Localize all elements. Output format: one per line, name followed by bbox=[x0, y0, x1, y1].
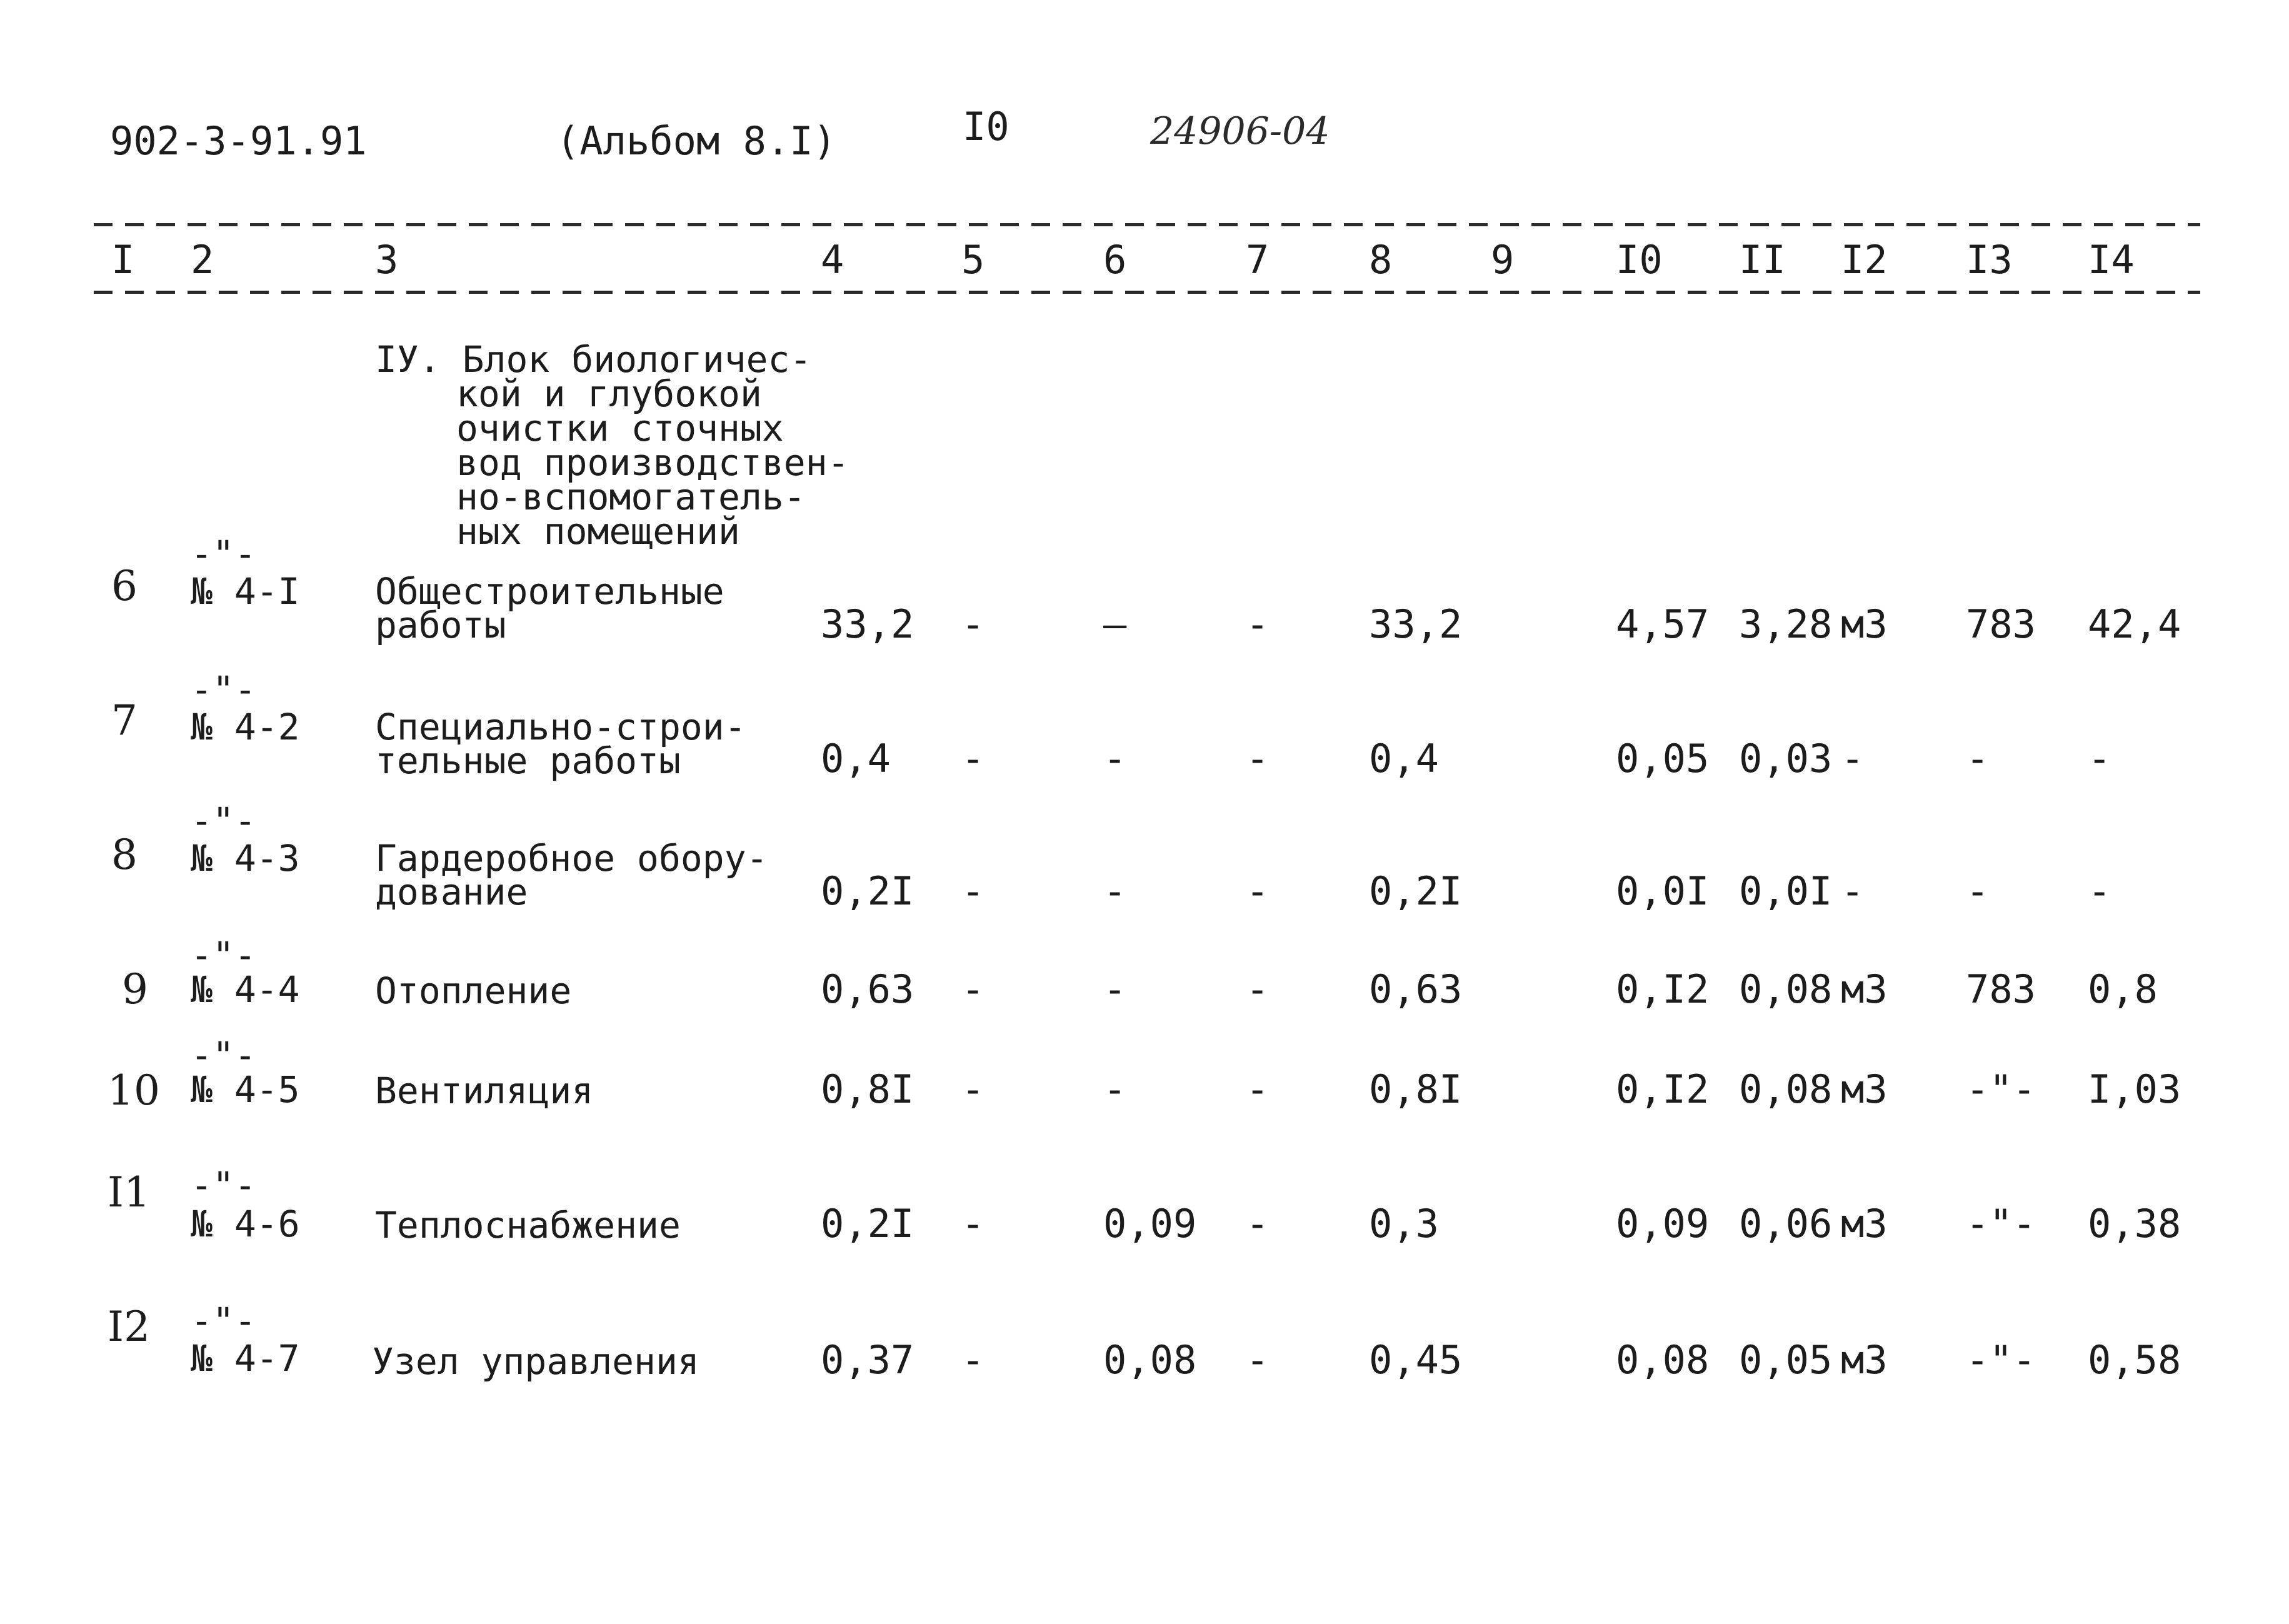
value-col-14: - bbox=[2088, 736, 2111, 781]
value-col-6: - bbox=[1103, 1066, 1127, 1112]
section-title-line-1: IУ. Блок биологичес- bbox=[375, 338, 812, 381]
row-number: 9 bbox=[122, 965, 148, 1013]
item-code: № 4-7 bbox=[191, 1337, 300, 1380]
col-header-14: I4 bbox=[2088, 237, 2135, 283]
value-col-13: -"- bbox=[1966, 1201, 2036, 1246]
col-header-13: I3 bbox=[1966, 237, 2013, 283]
item-name-line-1: Специально-строи- bbox=[375, 706, 746, 748]
value-col-12: - bbox=[1841, 736, 1865, 781]
value-col-13: 783 bbox=[1966, 601, 2036, 647]
value-col-10: 0,I2 bbox=[1616, 1066, 1710, 1112]
value-col-12: м3 bbox=[1841, 1337, 1888, 1383]
item-name-line-2: тельные работы bbox=[375, 739, 681, 782]
col-header-12: I2 bbox=[1841, 237, 1888, 283]
value-col-5: - bbox=[961, 1066, 985, 1112]
item-name-line-1: Теплоснабжение bbox=[375, 1204, 681, 1246]
value-col-12: м3 bbox=[1841, 601, 1888, 647]
value-col-5: - bbox=[961, 601, 985, 647]
value-col-7: - bbox=[1246, 966, 1270, 1012]
value-col-8: 0,63 bbox=[1369, 966, 1463, 1012]
value-col-7: - bbox=[1246, 736, 1270, 781]
header-bottom-rule bbox=[94, 291, 2200, 294]
value-col-5: - bbox=[961, 966, 985, 1012]
value-col-7: - bbox=[1246, 1066, 1270, 1112]
ditto-mark: -"- bbox=[191, 1034, 256, 1076]
value-col-10: 0,08 bbox=[1616, 1337, 1710, 1383]
item-code: № 4-2 bbox=[191, 706, 300, 748]
value-col-7: - bbox=[1246, 1337, 1270, 1383]
col-header-6: 6 bbox=[1103, 237, 1127, 283]
section-title-line-4: вод производствен- bbox=[456, 441, 849, 484]
ditto-mark: -"- bbox=[191, 533, 256, 575]
value-col-11: 0,08 bbox=[1739, 1066, 1833, 1112]
col-header-7: 7 bbox=[1246, 237, 1270, 283]
item-code: № 4-5 bbox=[191, 1068, 300, 1111]
row-number: 6 bbox=[111, 562, 138, 610]
value-col-7: - bbox=[1246, 1201, 1270, 1246]
value-col-12: м3 bbox=[1841, 966, 1888, 1012]
handwritten-number: 24906-04 bbox=[1150, 109, 1330, 153]
value-col-13: - bbox=[1966, 736, 1990, 781]
value-col-8: 0,3 bbox=[1369, 1201, 1439, 1246]
col-header-9: 9 bbox=[1491, 237, 1515, 283]
item-code: № 4-I bbox=[191, 570, 300, 613]
row-number: 7 bbox=[111, 696, 138, 744]
col-header-11: II bbox=[1739, 237, 1786, 283]
value-col-14: 42,4 bbox=[2088, 601, 2181, 647]
value-col-5: - bbox=[961, 868, 985, 914]
item-name-line-1: Узел управления bbox=[372, 1340, 699, 1383]
ditto-mark: -"- bbox=[191, 668, 256, 711]
value-col-10: 0,05 bbox=[1616, 736, 1710, 781]
header-top-rule bbox=[94, 223, 2200, 226]
value-col-7: - bbox=[1246, 868, 1270, 914]
value-col-6: - bbox=[1103, 736, 1127, 781]
col-header-1: I bbox=[111, 237, 135, 283]
value-col-8: 0,8I bbox=[1369, 1066, 1463, 1112]
value-col-4: 0,8I bbox=[821, 1066, 914, 1112]
value-col-7: - bbox=[1246, 601, 1270, 647]
value-col-14: 0,58 bbox=[2088, 1337, 2181, 1383]
col-header-4: 4 bbox=[821, 237, 844, 283]
item-code: № 4-3 bbox=[191, 837, 300, 880]
value-col-10: 0,09 bbox=[1616, 1201, 1710, 1246]
item-name-line-1: Отопление bbox=[375, 970, 572, 1012]
value-col-8: 0,2I bbox=[1369, 868, 1463, 914]
item-name-line-2: работы bbox=[375, 604, 506, 646]
item-name-line-1: Гардеробное обору- bbox=[375, 837, 768, 880]
ditto-mark: -"- bbox=[191, 799, 256, 842]
col-header-5: 5 bbox=[961, 237, 985, 283]
value-col-11: 0,06 bbox=[1739, 1201, 1833, 1246]
row-number: 8 bbox=[111, 831, 138, 879]
value-col-14: I,03 bbox=[2088, 1066, 2181, 1112]
item-name-line-1: Общестроительные bbox=[375, 570, 724, 613]
value-col-4: 0,2I bbox=[821, 868, 914, 914]
item-name-line-1: Вентиляция bbox=[375, 1070, 594, 1112]
value-col-13: -"- bbox=[1966, 1337, 2036, 1383]
ditto-mark: -"- bbox=[191, 1164, 256, 1206]
row-number: I2 bbox=[108, 1303, 151, 1351]
value-col-4: 0,2I bbox=[821, 1201, 914, 1246]
item-name-line-2: дование bbox=[375, 871, 528, 913]
value-col-8: 33,2 bbox=[1369, 601, 1463, 647]
value-col-4: 33,2 bbox=[821, 601, 914, 647]
col-header-8: 8 bbox=[1369, 237, 1393, 283]
value-col-8: 0,4 bbox=[1369, 736, 1439, 781]
item-code: № 4-4 bbox=[191, 968, 300, 1011]
value-col-10: 4,57 bbox=[1616, 601, 1710, 647]
section-title-line-3: очистки сточных bbox=[456, 407, 784, 449]
document-code: 902-3-91.91 bbox=[110, 118, 367, 164]
page-number: I0 bbox=[963, 104, 1009, 149]
col-header-3: 3 bbox=[375, 237, 399, 283]
row-number: 10 bbox=[108, 1066, 160, 1115]
value-col-11: 0,08 bbox=[1739, 966, 1833, 1012]
value-col-5: - bbox=[961, 736, 985, 781]
value-col-6: 0,08 bbox=[1103, 1337, 1197, 1383]
value-col-8: 0,45 bbox=[1369, 1337, 1463, 1383]
ditto-mark: -"- bbox=[191, 1300, 256, 1342]
value-col-6: - bbox=[1103, 868, 1127, 914]
section-title-line-5: но-вспомогатель- bbox=[456, 476, 806, 518]
value-col-5: - bbox=[961, 1201, 985, 1246]
value-col-14: 0,8 bbox=[2088, 966, 2158, 1012]
value-col-5: - bbox=[961, 1337, 985, 1383]
value-col-11: 0,05 bbox=[1739, 1337, 1833, 1383]
row-number: I1 bbox=[108, 1168, 151, 1216]
value-col-12: м3 bbox=[1841, 1066, 1888, 1112]
value-col-14: - bbox=[2088, 868, 2111, 914]
value-col-11: 0,03 bbox=[1739, 736, 1833, 781]
value-col-10: 0,0I bbox=[1616, 868, 1710, 914]
value-col-4: 0,37 bbox=[821, 1337, 914, 1383]
value-col-13: 783 bbox=[1966, 966, 2036, 1012]
col-header-2: 2 bbox=[191, 237, 214, 283]
section-title-line-6: ных помещений bbox=[456, 510, 740, 553]
col-header-10: I0 bbox=[1616, 237, 1663, 283]
value-col-11: 0,0I bbox=[1739, 868, 1833, 914]
value-col-4: 0,63 bbox=[821, 966, 914, 1012]
album-reference: (Альбом 8.I) bbox=[556, 118, 836, 164]
value-col-13: - bbox=[1966, 868, 1990, 914]
section-title-line-2: кой и глубокой bbox=[456, 373, 762, 415]
value-col-14: 0,38 bbox=[2088, 1201, 2181, 1246]
value-col-12: - bbox=[1841, 868, 1865, 914]
item-code: № 4-6 bbox=[191, 1203, 300, 1245]
ditto-mark: -"- bbox=[191, 934, 256, 976]
value-col-11: 3,28 bbox=[1739, 601, 1833, 647]
value-col-6: 0,09 bbox=[1103, 1201, 1197, 1246]
value-col-6: — bbox=[1103, 601, 1127, 647]
value-col-6: - bbox=[1103, 966, 1127, 1012]
value-col-12: м3 bbox=[1841, 1201, 1888, 1246]
value-col-13: -"- bbox=[1966, 1066, 2036, 1112]
value-col-10: 0,I2 bbox=[1616, 966, 1710, 1012]
value-col-4: 0,4 bbox=[821, 736, 891, 781]
